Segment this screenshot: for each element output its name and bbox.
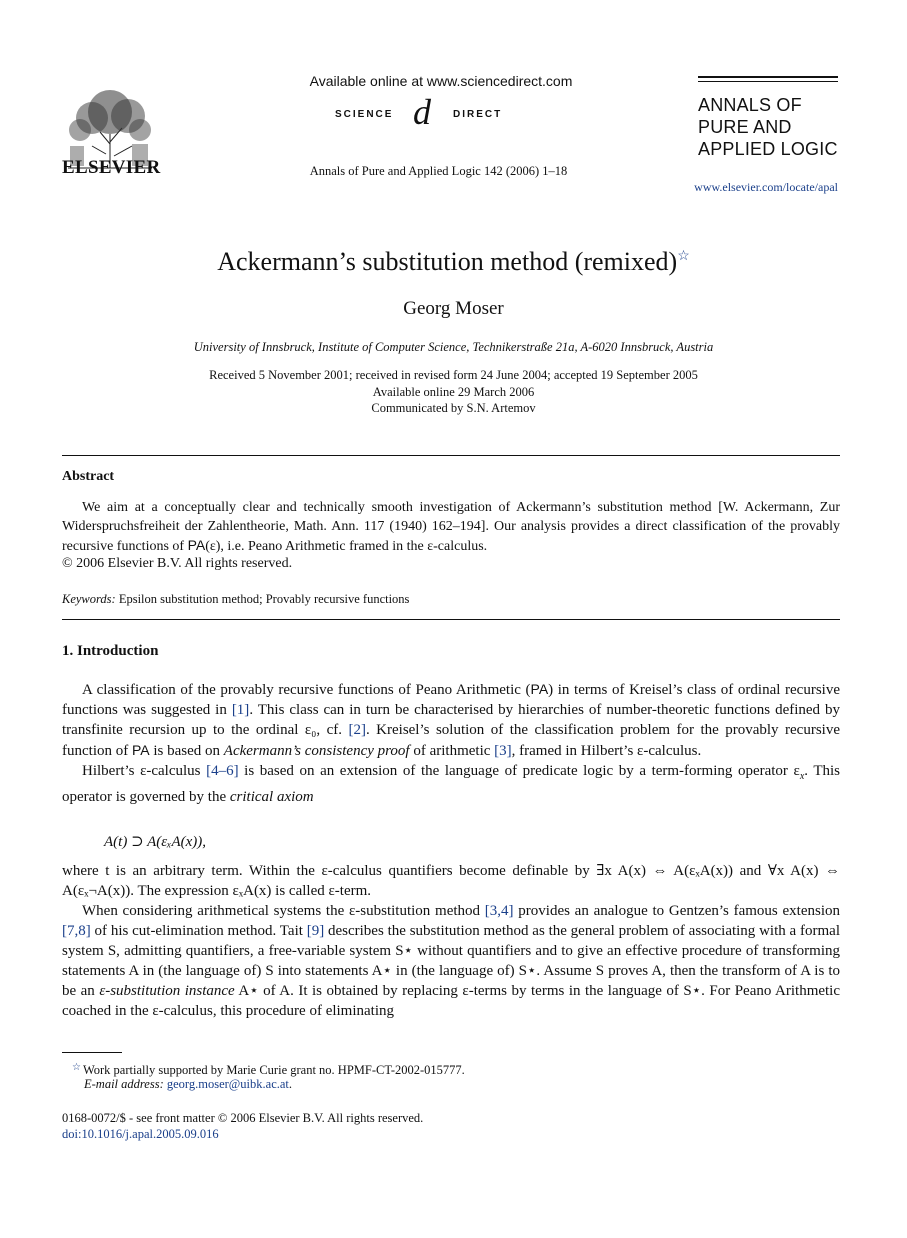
footnote-support: ☆ Work partially supported by Marie Curie grant no. HPMF-CT-2002-015777. <box>72 1062 465 1077</box>
journal-url-link[interactable]: www.elsevier.com/locate/apal <box>694 180 838 194</box>
journal-masthead <box>698 76 838 160</box>
ref-link[interactable]: [9] <box>306 923 325 939</box>
abstract-copyright: © 2006 Elsevier B.V. All rights reserved. <box>62 556 293 571</box>
sd-left-text: SCIENCE <box>335 109 394 120</box>
article-history <box>0 367 907 417</box>
paragraph-1: A classification of the provably recursive functions of Peano Arithmetic (PA) in terms of Kreisel’s class of ordinal recursive functions was suggested in [1]. This class can in turn be characterised by hierarchies of number-theoretic functions defined by transfinite recursion up to the ordinal ε₀, cf. [2]. Kreisel’s solution of the classification problem for the provably recursive function of PA is based on Ackermann’s consistency proof of arithmetic [3], framed in Hilbert’s ε-calculus. <box>62 681 840 759</box>
available-date: Available online 29 March 2006 <box>372 384 535 399</box>
ref-link[interactable]: [1] <box>231 702 250 718</box>
abstract-heading: Abstract <box>62 469 115 484</box>
divider-abstract <box>62 619 840 620</box>
footnote-email: E-mail address: georg.moser@uibk.ac.at. <box>84 1077 293 1091</box>
ref-link[interactable]: [3,4] <box>484 903 514 919</box>
front-matter-info <box>62 1110 423 1142</box>
available-online-line: Available online at www.sciencedirect.com <box>309 73 573 89</box>
doi-link[interactable]: doi:10.1016/j.apal.2005.09.016 <box>62 1127 219 1141</box>
footnote-rule <box>62 1052 122 1053</box>
ref-link[interactable]: [3] <box>494 743 512 759</box>
ref-link[interactable]: [4–6] <box>206 763 239 779</box>
received-dates: Received 5 November 2001; received in revised form 24 June 2004; accepted 19 September 2005 <box>209 368 698 382</box>
journal-title-line2: PURE AND <box>698 117 792 137</box>
abstract-text: We aim at a conceptually clear and technically smooth investigation of Ackermann’s substitution method [W. Ackermann, Zur Widerspruchsfreiheit der Zahlentheorie, Math. Ann. 117 (1940) 162–194]. Our analysis provides a direct classification of the provably recursive functions of PA(ε), i.e. Peano Arithmetic framed in the ε-calculus. <box>62 500 840 554</box>
intro-paragraphs-2 <box>62 861 840 1021</box>
paragraph-4: When considering arithmetical systems the ε-substitution method [3,4] provides an analogue to Gentzen’s famous extension [7,8] of his cut-elimination method. Tait [9] describes the substitution method as the general problem of associating with a formal system S, admitting quantifiers, a free-variable system S⋆ without quantifiers and to give an effective procedure of transforming statements A in (the language of) S into statements A⋆ in (the language of) S⋆. Assume S proves A, then the transform of A is to be an ε-substitution instance A⋆ of A. It is obtained by replacing ε-terms by terms in the language of S⋆. For Peano Arithmetic coached in the ε-calculus, this procedure of eliminating <box>62 903 841 1019</box>
publisher-name: ELSEVIER <box>62 157 161 178</box>
paragraph-3: where t is an arbitrary term. Within the ε-calculus quantifiers become definable by ∃x A(x) ⇔ A(εₓA(x)) and ∀x A(x) ⇔ A(εₓ¬A(x)). The expression εₓA(x) is called ε-term. <box>62 863 840 899</box>
affiliation: University of Innsbruck, Institute of Computer Science, Technikerstraße 21a, A-6020 Innsbruck, Austria <box>193 340 714 354</box>
sciencedirect-logo <box>335 92 520 137</box>
issn-line: 0168-0072/$ - see front matter © 2006 Elsevier B.V. All rights reserved. <box>62 1111 424 1125</box>
sd-mark: d <box>413 92 431 132</box>
keywords: Keywords: Epsilon substitution method; Provably recursive functions <box>62 592 410 606</box>
journal-title-line1: ANNALS OF <box>698 95 802 115</box>
intro-paragraphs-1 <box>62 679 840 807</box>
ref-link[interactable]: [2] <box>348 722 366 738</box>
article-title: Ackermann’s substitution method (remixed)☆ <box>217 247 690 276</box>
email-link[interactable]: georg.moser@uibk.ac.at <box>166 1077 289 1091</box>
communicated-by: Communicated by S.N. Artemov <box>371 401 536 415</box>
paragraph-2: Hilbert’s ε-calculus [4–6] is based on an extension of the language of predicate logic by a term-forming operator $\varepsilon_x$. This operator is governed by the critical axiom <box>62 763 840 805</box>
ref-link[interactable]: [7,8] <box>62 923 91 939</box>
journal-citation: Annals of Pure and Applied Logic 142 (2006) 1–18 <box>309 164 568 178</box>
sd-right-text: DIRECT <box>453 109 503 120</box>
section-heading: 1. Introduction <box>62 643 159 659</box>
critical-axiom-equation: A(t) ⊃ A(εₓA(x)), <box>104 834 207 850</box>
journal-title-line3: APPLIED LOGIC <box>698 139 838 159</box>
title-footnote-mark[interactable]: ☆ <box>677 249 690 264</box>
author-name: Georg Moser <box>403 298 504 319</box>
divider-top <box>62 455 840 456</box>
